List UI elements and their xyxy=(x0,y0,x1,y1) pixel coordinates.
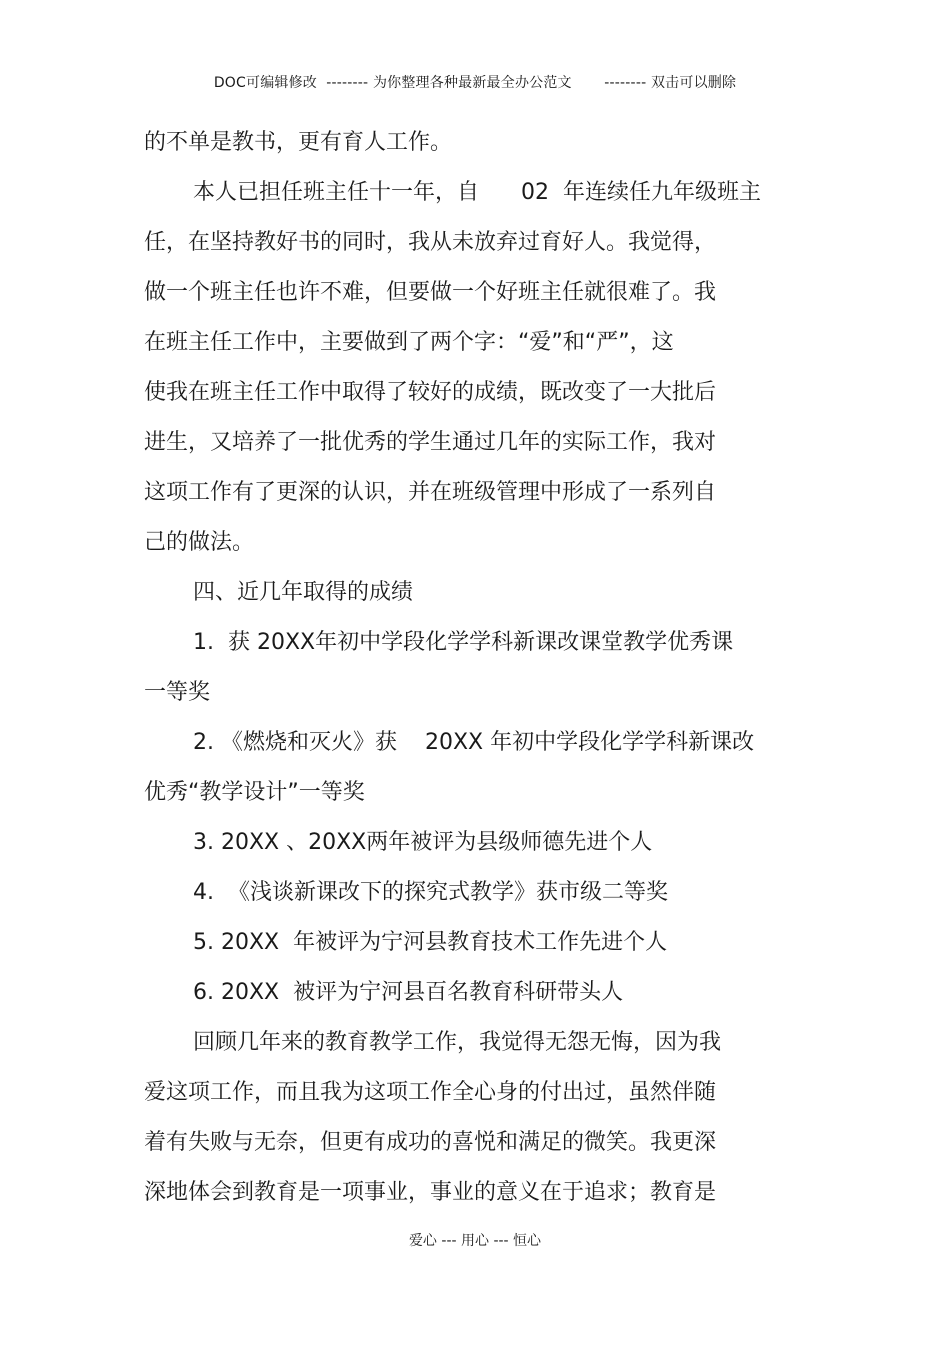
achievement-item: 5. 20XX 年被评为宁河县教育技术工作先进个人 xyxy=(193,930,668,955)
achievement-item: 2. 《燃烧和灭火》获 20XX 年初中学段化学学科新课改 xyxy=(193,730,755,755)
text-line: 爱这项工作，而且我为这项工作全心身的付出过，虽然伴随 xyxy=(144,1080,717,1105)
text-line: 着有失败与无奈，但更有成功的喜悦和满足的微笑。我更深 xyxy=(144,1130,717,1155)
text-line: 做一个班主任也许不难，但要做一个好班主任就很难了。我 xyxy=(144,280,717,305)
text-line: 本人已担任班主任十一年，自 02 年连续任九年级班主 xyxy=(193,180,761,205)
text-line: 任，在坚持教好书的同时，我从未放弃过育好人。我觉得， xyxy=(144,230,717,255)
text-line: 在班主任工作中，主要做到了两个字：“爱”和“严”，这 xyxy=(144,330,674,355)
text-line: 的不单是教书，更有育人工作。 xyxy=(144,130,453,155)
text-line: 进生，又培养了一批优秀的学生通过几年的实际工作，我对 xyxy=(144,430,717,455)
achievement-item: 4. 《浅谈新课改下的探究式教学》获市级二等奖 xyxy=(193,880,668,905)
section-heading: 四、近几年取得的成绩 xyxy=(193,580,414,605)
text-line: 使我在班主任工作中取得了较好的成绩，既改变了一大批后 xyxy=(144,380,717,405)
text-line: 这项工作有了更深的认识，并在班级管理中形成了一系列自 xyxy=(144,480,717,505)
page-header: DOC可编辑修改 -------- 为你整理各种最新最全办公范文 -------- 双击可以删除 xyxy=(213,75,737,91)
text-line: 深地体会到教育是一项事业，事业的意义在于追求；教育是 xyxy=(144,1180,717,1205)
text-line: 回顾几年来的教育教学工作，我觉得无怨无悔，因为我 xyxy=(193,1030,722,1055)
text-line: 一等奖 xyxy=(144,680,211,705)
document-body xyxy=(144,118,824,1218)
achievement-item: 6. 20XX 被评为宁河县百名教育科研带头人 xyxy=(193,980,624,1005)
achievement-item: 1. 获 20XX年初中学段化学学科新课改课堂教学优秀课 xyxy=(193,630,734,655)
text-line: 己的做法。 xyxy=(144,530,255,555)
page-footer: 爱心 --- 用心 --- 恒心 xyxy=(408,1233,542,1249)
achievement-item: 3. 20XX 、20XX两年被评为县级师德先进个人 xyxy=(193,830,653,855)
text-line: 优秀“教学设计”一等奖 xyxy=(144,780,365,805)
